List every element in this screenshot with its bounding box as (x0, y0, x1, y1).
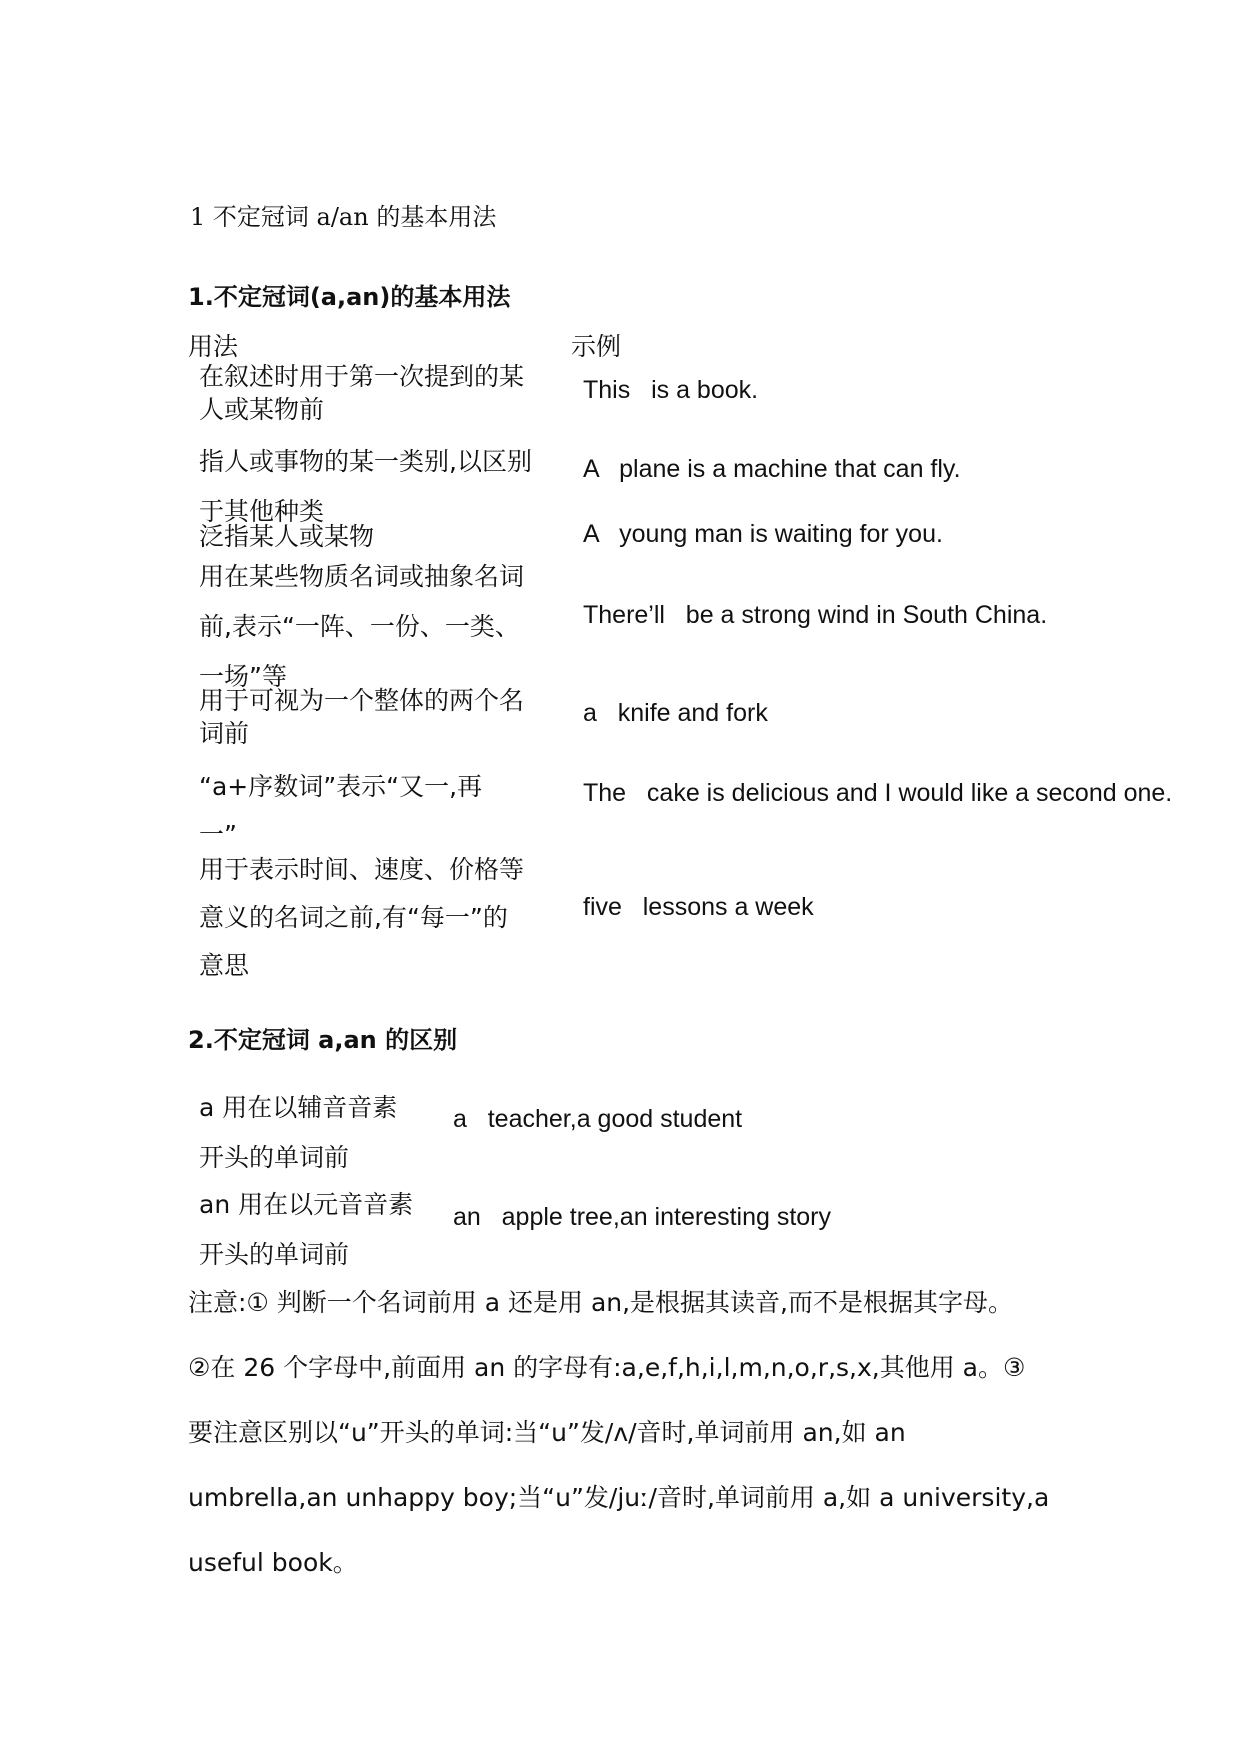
distinction-example-1: a teacher,a good student (453, 1105, 743, 1133)
note-line-3: 要注意区别以“u”开头的单词:当“u”发/ʌ/音时,单词前用 an,如 an (188, 1418, 906, 1447)
usage-cell-7 (199, 846, 559, 990)
usage-cell-6 (199, 763, 559, 859)
usage-line: 用在某些物质名词或抽象名词 (199, 562, 525, 591)
column-header-example: 示例 (571, 332, 622, 361)
example-cell-2: A plane is a machine that can fly. (583, 455, 961, 483)
usage-line: 在叙述时用于第一次提到的某 (199, 362, 525, 391)
usage-line: 用于可视为一个整体的两个名 (199, 686, 525, 715)
example-cell-1: This is a book. (583, 376, 759, 404)
usage-line: an 用在以元音音素 (199, 1190, 414, 1219)
usage-line: 一场”等 (199, 662, 287, 691)
note-line-2: ②在 26 个字母中,前面用 an 的字母有:a,e,f,h,i,l,m,n,o,r,s,x,其他用 a。③ (188, 1353, 1026, 1382)
usage-line: 指人或事物的某一类别,以区别 (199, 447, 532, 476)
section-2-title: 2.不定冠词 a,an 的区别 (188, 1026, 458, 1054)
usage-line: 开头的单词前 (199, 1240, 350, 1269)
distinction-example-2: an apple tree,an interesting story (453, 1203, 832, 1231)
distinction-usage-2 (199, 1180, 413, 1280)
usage-line: “a+序数词”表示“又一,再 (199, 772, 483, 801)
usage-cell-1 (199, 360, 559, 426)
usage-line: 前,表示“一阵、一份、一类、 (199, 612, 520, 641)
usage-line: 开头的单词前 (199, 1143, 350, 1172)
example-cell-7: five lessons a week (583, 893, 814, 921)
usage-cell-3 (199, 520, 559, 553)
usage-line: 一” (199, 820, 237, 849)
section-1-title: 1.不定冠词(a,an)的基本用法 (188, 283, 511, 311)
note-line-1: 注意:① 判断一个名词前用 a 还是用 an,是根据其读音,而不是根据其字母。 (188, 1288, 1014, 1317)
document-title: 1 不定冠词 a/an 的基本用法 (190, 203, 497, 231)
usage-line: 意义的名词之前,有“每一”的 (199, 903, 508, 932)
note-line-4: umbrella,an unhappy boy;当“u”发/juː/音时,单词前用 a,如 a university,a (188, 1483, 1050, 1512)
usage-line: 于其他种类 (199, 497, 325, 526)
example-cell-3: A young man is waiting for you. (583, 520, 943, 548)
usage-line: a 用在以辅音音素 (199, 1093, 398, 1122)
usage-line: 意思 (199, 951, 250, 980)
example-cell-5: a knife and fork (583, 699, 768, 727)
usage-cell-4 (199, 552, 559, 702)
usage-line: 词前 (199, 719, 250, 748)
distinction-usage-1 (199, 1083, 397, 1183)
example-cell-4: There’ll be a strong wind in South China. (583, 601, 1048, 629)
usage-line: 人或某物前 (199, 395, 325, 424)
usage-line: 泛指某人或某物 (199, 522, 375, 551)
usage-line: 用于表示时间、速度、价格等 (199, 855, 525, 884)
example-cell-6: The cake is delicious and I would like a second one. (583, 779, 1173, 807)
column-header-usage: 用法 (188, 332, 239, 361)
usage-cell-5 (199, 684, 559, 750)
note-line-5: useful book。 (188, 1548, 358, 1577)
